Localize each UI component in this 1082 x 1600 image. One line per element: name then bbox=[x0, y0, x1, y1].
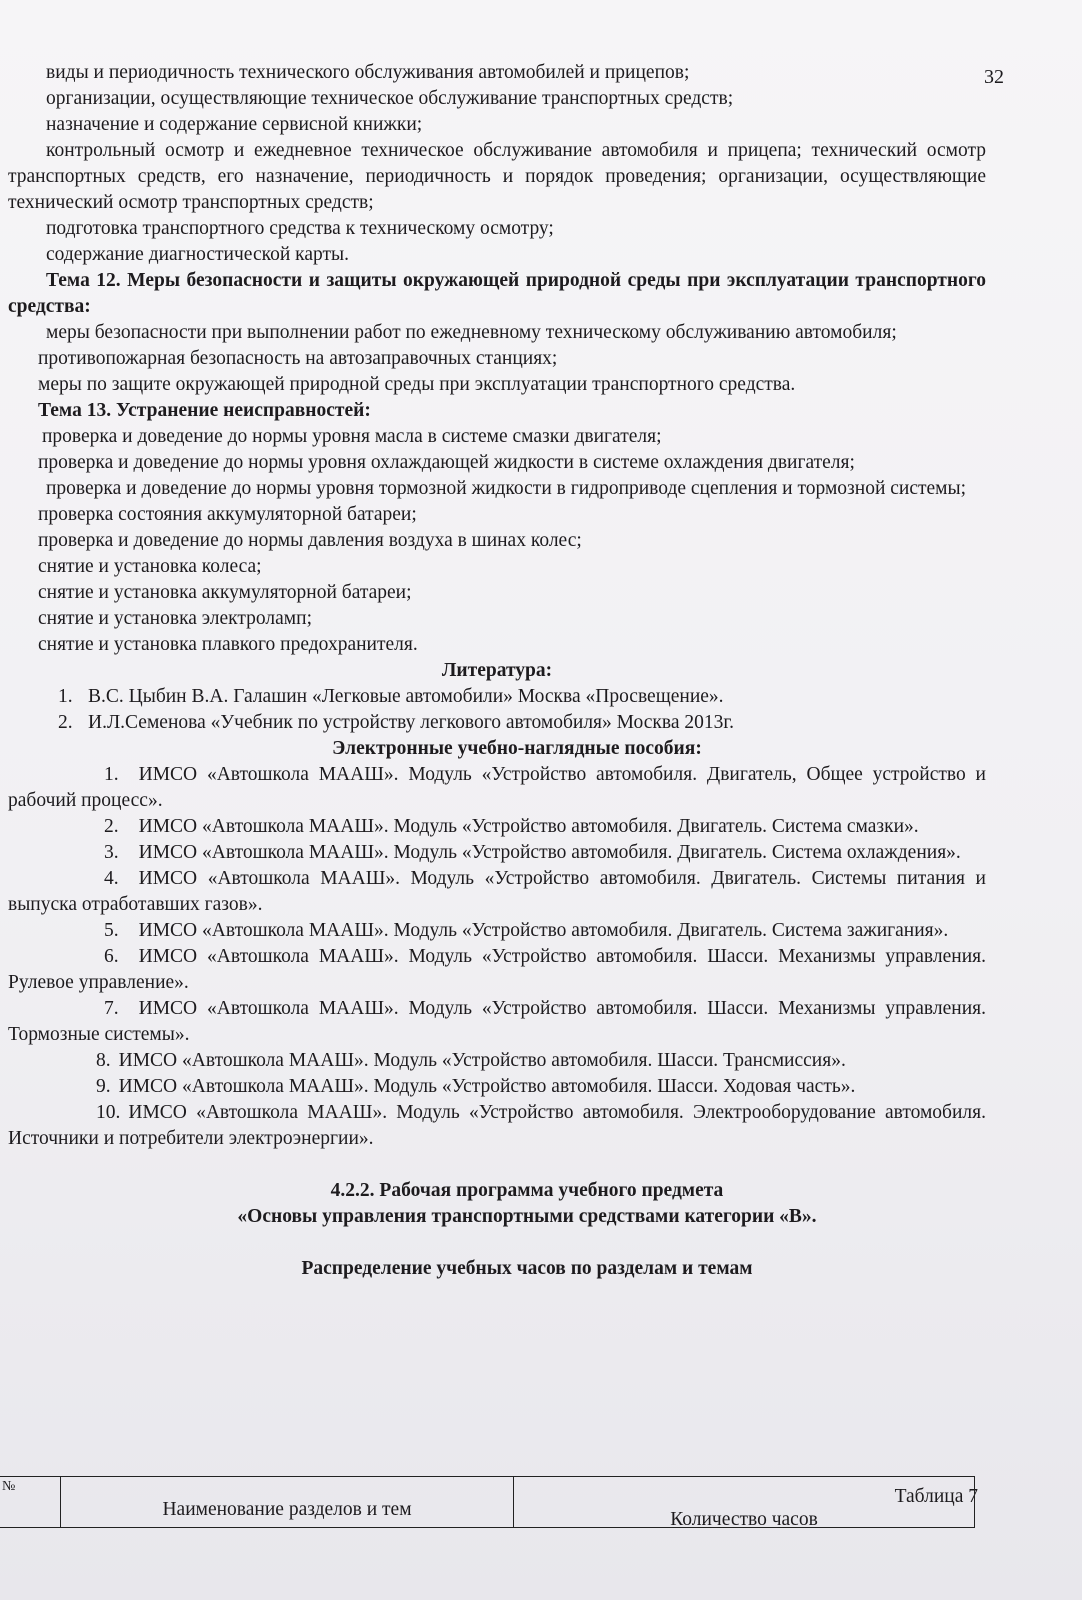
topic13-item: проверка и доведение до нормы уровня масла в системе смазки двигателя; bbox=[42, 426, 662, 447]
topic12-item: меры безопасности при выполнении работ по ежедневному техническому обслуживанию автомобиля; bbox=[46, 322, 897, 343]
table-header-row bbox=[0, 1476, 975, 1528]
topic13-item: снятие и установка плавкого предохранителя. bbox=[38, 634, 418, 655]
topic13-item: снятие и установка электроламп; bbox=[38, 608, 312, 629]
item-text: ИМСО «Автошкола МААШ». Модуль «Устройство автомобиля. Шасси. Трансмиссия». bbox=[118, 1050, 846, 1071]
topic13-item: снятие и установка аккумуляторной батареи; bbox=[38, 582, 412, 603]
item-number: 1. bbox=[104, 764, 119, 785]
topic13-title: Тема 13. Устранение неисправностей: bbox=[38, 400, 371, 421]
item-text: ИМСО «Автошкола МААШ». Модуль «Устройство автомобиля. Двигатель, Общее устройство и рабочий процесс». bbox=[8, 764, 986, 811]
item-number: 7. bbox=[104, 998, 119, 1019]
topic13-item: проверка и доведение до нормы уровня охлаждающей жидкости в системе охлаждения двигателя; bbox=[38, 452, 855, 473]
electronic-item bbox=[8, 762, 986, 814]
item-number: 9. bbox=[96, 1076, 111, 1097]
item-text: И.Л.Семенова «Учебник по устройству легкового автомобиля» Москва 2013г. bbox=[88, 712, 735, 733]
table-caption: Таблица 7 bbox=[894, 1486, 978, 1507]
item-number: 6. bbox=[104, 946, 119, 967]
electronic-item bbox=[8, 996, 986, 1048]
topic12-item: противопожарная безопасность на автозаправочных станциях; bbox=[38, 348, 558, 369]
item-text: ИМСО «Автошкола МААШ». Модуль «Устройство автомобиля. Двигатель. Система зажигания». bbox=[138, 920, 949, 941]
topic-line: подготовка транспортного средства к техническому осмотру; bbox=[46, 218, 554, 239]
item-text: ИМСО «Автошкола МААШ». Модуль «Устройство автомобиля. Двигатель. Система смазки». bbox=[138, 816, 919, 837]
topic-line: виды и периодичность технического обслуживания автомобилей и прицепов; bbox=[46, 62, 690, 83]
item-text: ИМСО «Автошкола МААШ». Модуль «Устройство автомобиля. Двигатель. Системы питания и выпуска отработавших газов». bbox=[8, 868, 986, 915]
item-number: 10. bbox=[96, 1102, 121, 1123]
item-text: ИМСО «Автошкола МААШ». Модуль «Устройство автомобиля. Двигатель. Система охлаждения». bbox=[138, 842, 961, 863]
table-header-num: № bbox=[0, 1477, 61, 1527]
item-text: ИМСО «Автошкола МААШ». Модуль «Устройство автомобиля. Шасси. Механизмы управления. Тормозные системы». bbox=[8, 998, 986, 1045]
topic-line: организации, осуществляющие техническое обслуживание транспортных средств; bbox=[46, 88, 734, 109]
table-header-hours: Количество часов bbox=[670, 1509, 818, 1530]
item-number: 2. bbox=[104, 816, 119, 837]
electronic-item bbox=[8, 840, 986, 866]
topic13-item: снятие и установка колеса; bbox=[38, 556, 262, 577]
topic12-item: меры по защите окружающей природной среды при эксплуатации транспортного средства. bbox=[38, 374, 796, 395]
topic-line: назначение и содержание сервисной книжки; bbox=[46, 114, 423, 135]
literature-item bbox=[8, 684, 986, 710]
topic12-title: Тема 12. Меры безопасности и защиты окружающей природной среды при эксплуатации транспортного средства: bbox=[8, 270, 986, 317]
topic-line: контрольный осмотр и ежедневное техническое обслуживание автомобиля и прицепа; технический осмотр транспортных средств, его назначение, периодичность и порядок проведения; организации, осуществляющие технический осмотр транспортных средств; bbox=[8, 140, 986, 213]
electronic-item bbox=[8, 866, 986, 918]
item-number: 5. bbox=[104, 920, 119, 941]
item-text: В.С. Цыбин В.А. Галашин «Легковые автомобили» Москва «Просвещение». bbox=[88, 686, 724, 707]
table-header-name: Наименование разделов и тем bbox=[61, 1477, 514, 1527]
section-title-line2: «Основы управления транспортными средствами категории «В». bbox=[237, 1206, 817, 1227]
item-text: ИМСО «Автошкола МААШ». Модуль «Устройство автомобиля. Электрооборудование автомобиля. Источники и потребители электроэнергии». bbox=[8, 1102, 986, 1149]
electronic-item bbox=[8, 918, 986, 944]
electronic-heading: Электронные учебно-наглядные пособия: bbox=[332, 738, 702, 759]
item-number: 3. bbox=[104, 842, 119, 863]
topic13-item: проверка состояния аккумуляторной батареи; bbox=[38, 504, 417, 525]
item-number: 2. bbox=[58, 712, 73, 733]
item-number: 8. bbox=[96, 1050, 111, 1071]
topic-line: содержание диагностической карты. bbox=[46, 244, 349, 265]
topic13-item: проверка и доведение до нормы уровня тормозной жидкости в гидроприводе сцепления и тормозной системы; bbox=[46, 478, 967, 499]
topic11-list bbox=[46, 60, 986, 138]
item-number: 4. bbox=[104, 868, 119, 889]
item-text: ИМСО «Автошкола МААШ». Модуль «Устройство автомобиля. Шасси. Механизмы управления. Рулевое управление». bbox=[8, 946, 986, 993]
literature-list bbox=[8, 684, 986, 736]
electronic-item bbox=[8, 1100, 986, 1152]
section-subtitle: Распределение учебных часов по разделам и темам bbox=[301, 1258, 753, 1279]
electronic-item bbox=[8, 944, 986, 996]
electronic-item bbox=[8, 1048, 986, 1074]
section-title: 4.2.2. Рабочая программа учебного предмета bbox=[330, 1180, 724, 1201]
electronic-item bbox=[8, 1074, 986, 1100]
page-number: 32 bbox=[984, 66, 1004, 88]
electronic-item bbox=[8, 814, 986, 840]
item-text: ИМСО «Автошкола МААШ». Модуль «Устройство автомобиля. Шасси. Ходовая часть». bbox=[118, 1076, 856, 1097]
electronic-list bbox=[8, 762, 986, 1152]
literature-item bbox=[8, 710, 986, 736]
topic13-item: проверка и доведение до нормы давления воздуха в шинах колес; bbox=[38, 530, 582, 551]
literature-heading: Литература: bbox=[441, 660, 553, 681]
item-number: 1. bbox=[58, 686, 73, 707]
